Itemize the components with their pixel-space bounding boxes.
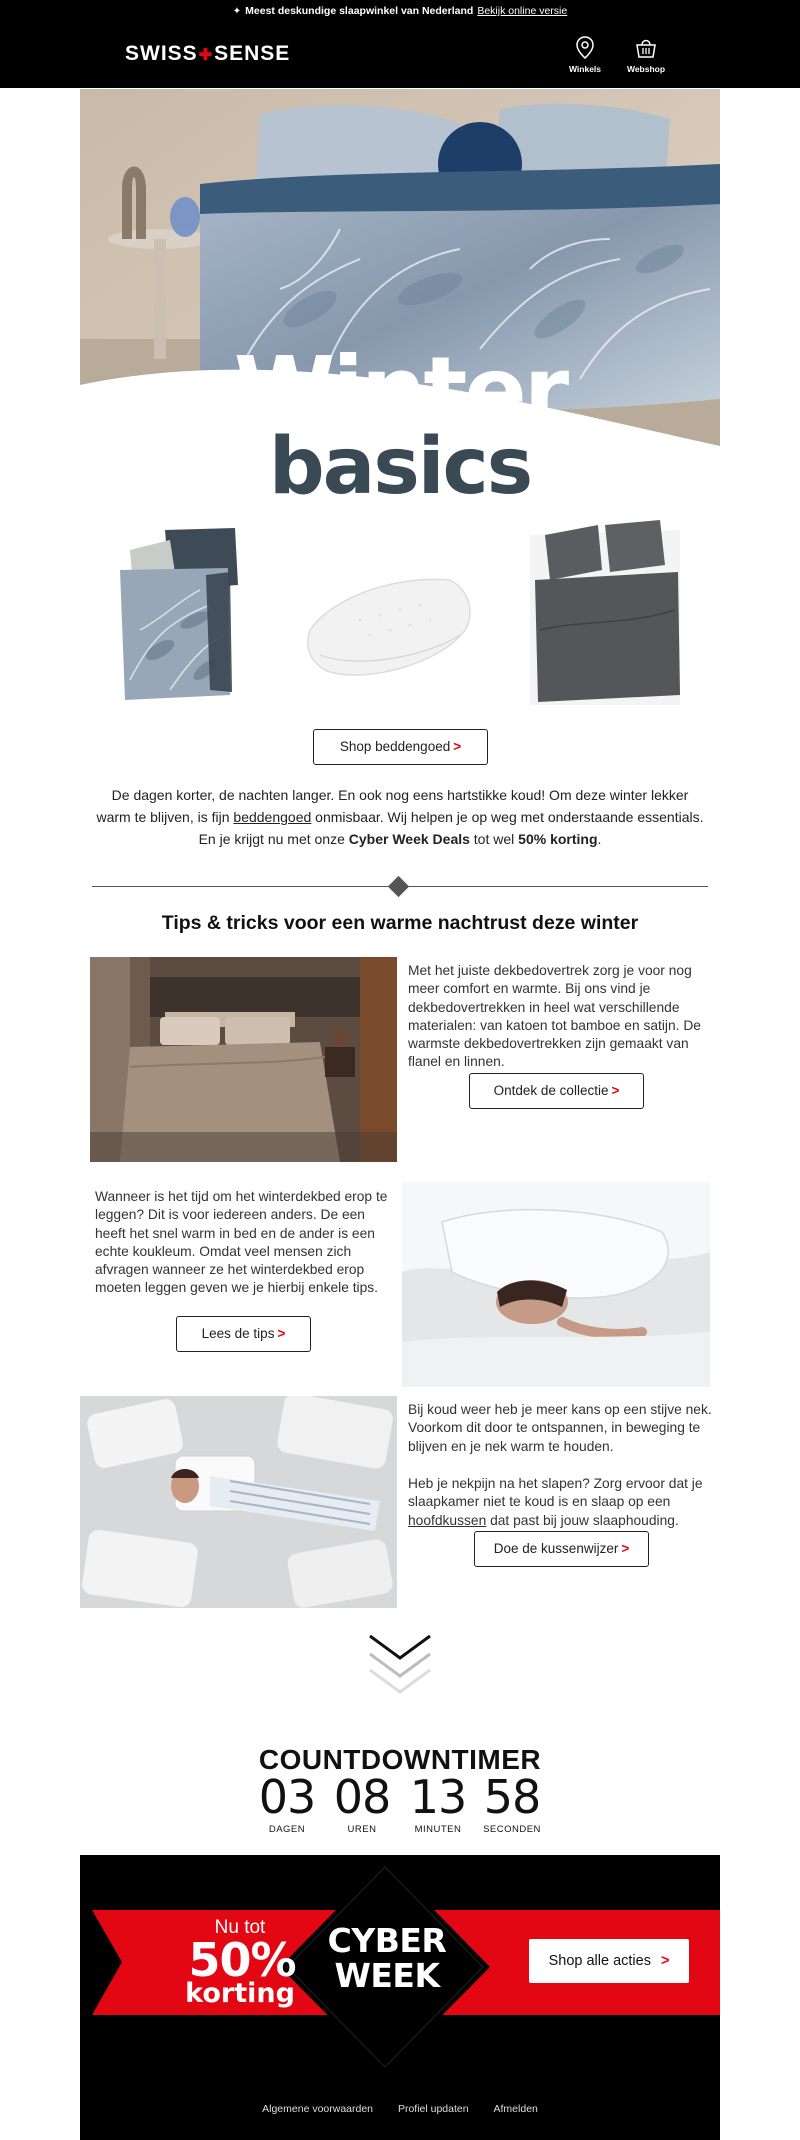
bedroom-brown-bed-image: [90, 957, 397, 1162]
logo-swiss: SWISS: [125, 42, 198, 65]
logo[interactable]: [125, 42, 290, 68]
cyber-korting: korting: [185, 1978, 295, 2009]
countdown-days-label: DAGEN: [268, 1824, 306, 1835]
countdown-minutes: [403, 1772, 473, 1835]
countdown-hours-value: 08: [333, 1770, 391, 1824]
grey-duvet-product-image[interactable]: [520, 510, 690, 710]
preheader: [0, 4, 800, 19]
kussenwijzer-label: Doe de kussenwijzer: [493, 1541, 619, 1556]
nav-winkels[interactable]: [555, 36, 615, 74]
top-bar: [0, 0, 800, 88]
nav-webshop-label: Webshop: [626, 64, 666, 74]
tip3-text-1: Bij koud weer heb je meer kans op een stijve nek. Voorkom dit door te ontspannen, in beweging te blijven en je nek warm te houden.: [408, 1402, 712, 1454]
intro-text-2: onmisbaar. Wij helpen je op weg met onderstaande essentials. En je krijgt nu met onze: [198, 809, 704, 847]
shop-alle-acties-button[interactable]: [529, 1939, 689, 1983]
countdown-title: COUNTDOWNTIMER: [258, 1744, 542, 1775]
shop-alle-acties-label: Shop alle acties: [548, 1953, 651, 1969]
countdown-seconds-value: 58: [483, 1770, 541, 1824]
hero-banner[interactable]: [80, 89, 720, 509]
tip2-text: Wanneer is het tijd om het winterdekbed erop te leggen? Dit is voor iedereen anders. De een heeft het snel warm in bed en de ander is een echte koukleum. Omdat veel mensen zich afvragen wanneer ze het winterdekbed erop moeten leggen geven we je hierbij enkele tips.: [95, 1189, 388, 1296]
chevron-right-icon: >: [453, 739, 462, 754]
intro-paragraph: [95, 784, 705, 850]
tip1-image[interactable]: [90, 957, 397, 1162]
diamond-icon: [388, 876, 409, 897]
beddengoed-link[interactable]: beddengoed: [233, 809, 312, 825]
hero-title-basics: basics: [268, 422, 532, 509]
countdown-hours: [327, 1772, 397, 1835]
cyber-percent: 50%: [188, 1933, 296, 1987]
tip3-image[interactable]: [80, 1396, 397, 1608]
countdown-hours-label: UREN: [347, 1824, 377, 1835]
footer-links: [80, 2103, 720, 2115]
view-online-link[interactable]: Bekijk online versie: [477, 5, 568, 17]
shop-beddengoed-label: Shop beddengoed: [339, 739, 451, 754]
sparkle-icon: ✦: [232, 6, 242, 17]
chevron-right-icon: >: [611, 1083, 620, 1098]
shop-beddengoed-button[interactable]: [313, 729, 488, 765]
intro-bold-deals: Cyber Week Deals: [348, 831, 470, 847]
tip3-text-2b: dat past bij jouw slaaphouding.: [486, 1512, 679, 1528]
chevron-right-icon: >: [621, 1541, 630, 1556]
footer-link-profiel[interactable]: Profiel updaten: [397, 2103, 469, 2115]
cyber-word: CYBER: [327, 1921, 447, 1960]
tip3-text-2: [408, 1475, 713, 1530]
nav-webshop[interactable]: [616, 36, 676, 74]
countdown-seconds-label: SECONDEN: [483, 1824, 541, 1835]
countdown-seconds: [477, 1772, 547, 1835]
location-pin-icon: [575, 36, 595, 60]
hoofdkussen-link[interactable]: hoofdkussen: [408, 1512, 487, 1528]
countdown-minutes-label: MINUTEN: [414, 1824, 462, 1835]
patterned-duvet-product-image[interactable]: [110, 510, 260, 710]
intro-bold-discount: 50% korting: [518, 831, 598, 847]
cyber-week-banner[interactable]: [80, 1855, 720, 2140]
woman-under-duvet-image: [402, 1182, 710, 1387]
countdown-days-value: 03: [258, 1770, 316, 1824]
intro-text-1: De dagen korter, de nachten langer. En ook nog eens hartstikke koud! Om deze winter lekker warm te blijven, is fijn: [96, 787, 689, 825]
ontdek-collectie-button[interactable]: [469, 1073, 644, 1109]
cyber-nu-tot: Nu tot: [214, 1917, 266, 1938]
logo-plus-icon: ✚: [198, 47, 214, 64]
hero-title-winter: Winter: [233, 337, 567, 444]
shopping-basket-icon: [634, 36, 658, 60]
preheader-text: Meest deskundige slaapwinkel van Nederland: [245, 5, 474, 17]
nav-winkels-label: Winkels: [568, 64, 602, 74]
lees-tips-label: Lees de tips: [201, 1326, 275, 1341]
chevron-right-icon: >: [660, 1953, 670, 1969]
footer-link-voorwaarden[interactable]: Algemene voorwaarden: [262, 2103, 374, 2115]
tips-section-title: Tips & tricks voor een warme nachtrust deze winter: [161, 912, 639, 934]
tip2-image[interactable]: [402, 1182, 710, 1387]
logo-sense: SENSE: [214, 42, 291, 65]
countdown-days: [252, 1772, 322, 1835]
kussenwijzer-button[interactable]: [474, 1531, 649, 1567]
ontdek-collectie-label: Ontdek de collectie: [493, 1083, 609, 1098]
chevron-right-icon: >: [277, 1326, 286, 1341]
pillow-product-image[interactable]: [300, 560, 480, 700]
footer-link-afmelden[interactable]: Afmelden: [493, 2103, 538, 2115]
woman-with-pillows-image: [80, 1396, 397, 1608]
tip3-text-2a: Heb je nekpijn na het slapen? Zorg ervoor dat je slaapkamer niet te koud is en slaap op een: [408, 1476, 703, 1510]
week-word: WEEK: [334, 1956, 440, 1995]
intro-text-3: tot wel: [469, 831, 519, 847]
countdown-minutes-value: 13: [409, 1770, 467, 1824]
product-row: [80, 510, 720, 710]
lees-tips-button[interactable]: [176, 1316, 311, 1352]
chevrons-down-icon: [365, 1628, 435, 1700]
tip1-text: Met het juiste dekbedovertrek zorg je voor nog meer comfort en warmte. Bij ons vind je dekbedovertrekken in heel wat verschillende materialen: van katoen tot bamboe en satijn. De warmste dekbedovertrekken zijn gemaakt van flanel en linnen.: [408, 963, 701, 1070]
intro-text-4: .: [597, 831, 602, 847]
